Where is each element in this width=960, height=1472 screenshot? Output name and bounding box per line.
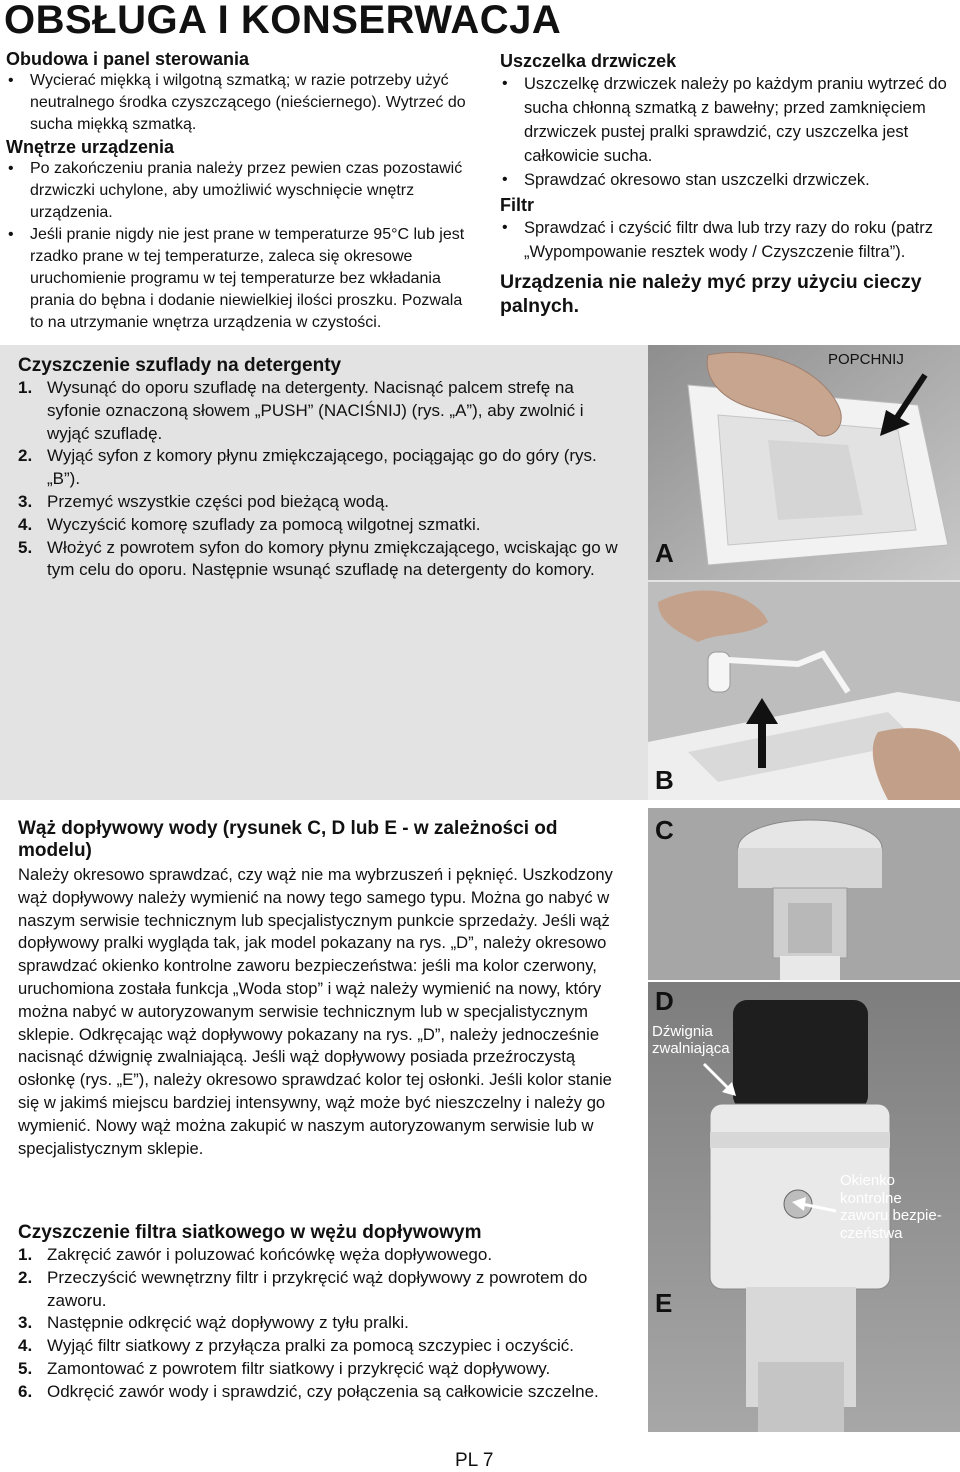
step-text: Wyjąć syfon z komory płynu zmiękczającego, pociągając go do góry (rys. „B”).	[47, 446, 597, 489]
filter-cleaning-section	[18, 1222, 623, 1404]
list-item	[18, 377, 628, 445]
section-heading-filter: Filtr	[500, 195, 534, 215]
step-number: 6.	[18, 1381, 33, 1401]
filter-cleaning-heading: Czyszczenie filtra siatkowego w wężu dopływowym	[18, 1222, 482, 1243]
list-item	[18, 445, 628, 491]
section-heading-door-seal: Uszczelka drzwiczek	[500, 51, 677, 71]
hose-section	[18, 818, 623, 1160]
left-top-column	[6, 48, 476, 334]
step-text: Odkręcić zawór wody i sprawdzić, czy połączenia są całkowicie szczelne.	[47, 1381, 599, 1401]
lever-label: Dźwignia zwalniająca	[652, 1023, 730, 1057]
window-label: Okienko kontrolne zaworu bezpie-czeństwa	[840, 1172, 942, 1242]
step-number: 3.	[18, 491, 33, 511]
drawer-heading: Czyszczenie szuflady na detergenty	[18, 355, 342, 376]
filter-steps	[18, 1244, 623, 1404]
step-number: 2.	[18, 1267, 33, 1287]
list-item	[18, 1381, 623, 1404]
list-item	[18, 514, 628, 537]
step-number: 4.	[18, 514, 33, 534]
list-item: • Uszczelkę drzwiczek należy po każdym praniu wytrzeć do sucha chłonną szmatką z bawełny; przed zamknięciem drzwiczek pustej pralki sprawdzić, czy uszczelka jest całkowicie sucha.	[500, 72, 955, 168]
drawer-steps	[18, 377, 628, 582]
step-text: Wyczyścić komorę szuflady za pomocą wilgotnej szmatki.	[47, 514, 481, 534]
window-arrow-icon	[790, 1195, 840, 1219]
section-heading-housing: Obudowa i panel sterowania	[6, 49, 250, 69]
list-item	[18, 1244, 623, 1267]
list-item	[18, 491, 628, 514]
step-number: 4.	[18, 1336, 33, 1356]
push-label: POPCHNIJ	[828, 351, 904, 368]
step-number: 3.	[18, 1313, 33, 1333]
figure-label-c: C	[655, 815, 674, 845]
step-text: Przemyć wszystkie części pod bieżącą wodą.	[47, 491, 390, 511]
lever-arrow-icon	[700, 1060, 740, 1100]
section-heading-interior: Wnętrze urządzenia	[6, 137, 175, 157]
list-item: • Jeśli pranie nigdy nie jest prane w temperaturze 95°C lub jest rzadko prane w tej temperaturze, zaleca się okresowe uruchomienie programu w tej temperaturze bez wkładania prania do bębna i dodanie niewielkiej ilości proszku. Pozwala to na utrzymanie wnętrza urządzenia w czystości.	[6, 224, 476, 334]
arrow-icon	[880, 370, 940, 440]
figure-label-e: E	[655, 1288, 673, 1318]
figure-b-image	[648, 582, 960, 800]
right-top-column	[500, 50, 955, 318]
figure-label-d: D	[655, 986, 674, 1016]
interior-bullets	[6, 158, 476, 334]
drawer-section	[18, 355, 628, 582]
door-seal-bullets	[500, 72, 955, 192]
figure-c-image	[648, 808, 960, 980]
list-item	[18, 1312, 623, 1335]
hose-paragraph: Należy okresowo sprawdzać, czy wąż nie ma wybrzuszeń i pęknięć. Uszkodzony wąż dopływowy należy wymienić na nowy tego samego typu. Można go nabyć w naszym serwisie technicznym lub specjalistycznym punkcie sprzedaży. Jeśli wąż dopływowy pralki wygląda tak, jak model pokazany na rys. „D”, należy okresowo sprawdzać okienko kontrolne zaworu bezpieczeństwa: jeśli ma kolor czerwony, uruchomiona została funkcja „Woda stop” i wąż należy wymienić na nowy, który można nabyć w autoryzowanym serwisie technicznym lub w specjalistycznym sklepie. Odkręcając wąż dopływowy pokazany na rys. „D”, należy jednocześnie nacisnąć dźwignię zwalniającą. Jeśli wąż dopływowy posiada przeźroczystą osłonkę (rys. „E”), należy okresowo sprawdzać kolor tej osłonki. Jeśli kolor stanie się w jakimś miejscu bardziej intensywny, wąż może być nieszczelny i należy go wymienić. Nowy wąż można zakupić w naszym autoryzowanym serwisie lub w specjalistycznym sklepie.	[18, 865, 613, 1158]
step-number: 5.	[18, 1358, 33, 1378]
step-text: Zakręcić zawór i poluzować końcówkę węża dopływowego.	[47, 1245, 493, 1264]
step-number: 2.	[18, 446, 33, 466]
page-number: PL 7	[455, 1450, 494, 1471]
list-item: • Po zakończeniu prania należy przez pewien czas pozostawić drzwiczki uchylone, aby umożliwić wyschnięcie wnętrz urządzenia.	[6, 158, 476, 224]
housing-bullets	[6, 70, 476, 136]
list-item: • Sprawdzać i czyścić filtr dwa lub trzy razy do roku (patrz „Wypompowanie resztek wody / Czyszczenie filtra”).	[500, 216, 955, 264]
up-arrow-icon	[745, 698, 779, 768]
step-text: Zamontować z powrotem filtr siatkowy i przykręcić wąż dopływowy.	[47, 1358, 551, 1378]
step-text: Wyjąć filtr siatkowy z przyłącza pralki za pomocą szczypiec i oczyścić.	[47, 1336, 574, 1356]
step-text: Przeczyścić wewnętrzny filtr i przykręcić wąż dopływowy z powrotem do zaworu.	[47, 1267, 588, 1310]
figure-label-a: A	[655, 538, 674, 568]
list-item	[18, 1267, 623, 1313]
list-item: • Sprawdzać okresowo stan uszczelki drzwiczek.	[500, 168, 955, 192]
page-title: OBSŁUGA I KONSERWACJA	[4, 0, 562, 42]
list-item	[18, 1335, 623, 1358]
list-item	[18, 1358, 623, 1381]
step-text: Wysunąć do oporu szufladę na detergenty. Nacisnąć palcem strefę na syfonie oznaczoną słowem „PUSH” (NACIŚNIJ) (rys. „A”), aby zwolnić i wyjąć szufladę.	[47, 378, 584, 443]
list-item: • Wycierać miękką i wilgotną szmatką; w razie potrzeby użyć neutralnego środka czyszczącego (nieściernego). Wytrzeć do sucha miękką szmatką.	[6, 70, 476, 136]
figure-label-b: B	[655, 765, 674, 795]
hose-heading: Wąż dopływowy wody (rysunek C, D lub E - w zależności od modelu)	[18, 818, 558, 861]
step-text: Włożyć z powrotem syfon do komory płynu zmiękczającego, wciskając go w tym celu do oporu. Następnie wsunąć szufladę na detergenty do komory.	[47, 537, 618, 580]
step-text: Następnie odkręcić wąż dopływowy z tyłu pralki.	[47, 1313, 409, 1333]
step-number: 1.	[18, 378, 33, 397]
step-number: 1.	[18, 1245, 33, 1264]
filter-bullets	[500, 216, 955, 264]
step-number: 5.	[18, 537, 33, 557]
list-item	[18, 537, 628, 583]
warning-text: Urządzenia nie należy myć przy użyciu cieczy palnych.	[500, 271, 922, 317]
